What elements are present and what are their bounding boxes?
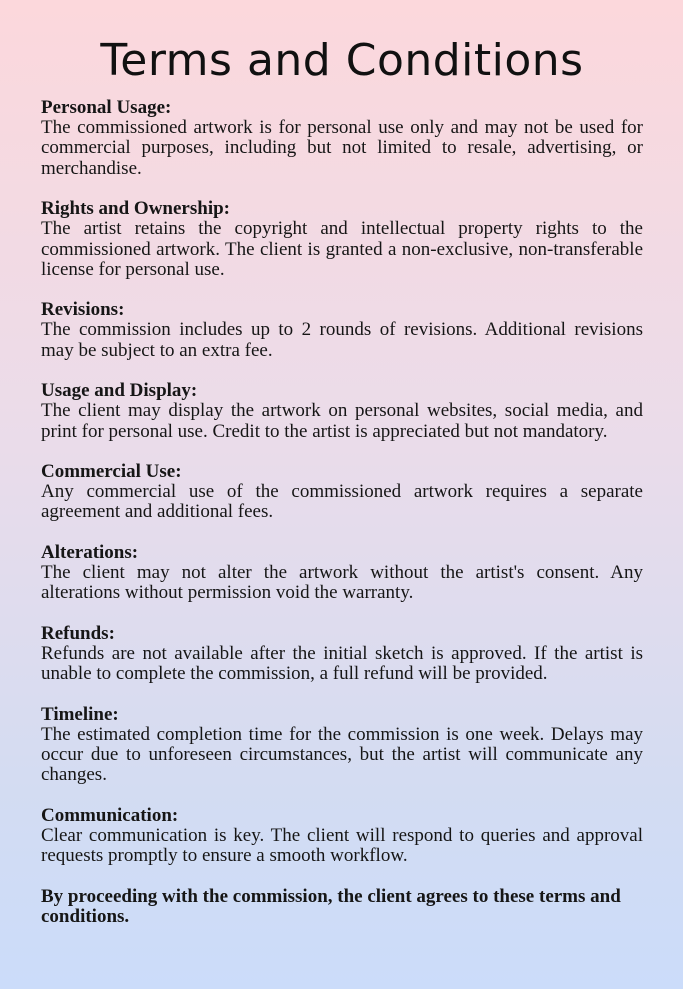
section-usage-and-display [41, 381, 643, 442]
section-heading: Commercial Use: [41, 461, 182, 483]
section-revisions [41, 300, 643, 361]
section-body: Refunds are not available after the initial sketch is approved. If the artist is unable to complete the commission, a full refund will be provided. [41, 642, 643, 685]
section-heading: Communication: [41, 804, 179, 826]
section-personal-usage [41, 98, 643, 179]
section-commercial-use [41, 462, 643, 523]
section-heading: Alterations: [41, 541, 139, 563]
section-body: Any commercial use of the commissioned artwork requires a separate agreement and additional fees. [41, 481, 643, 523]
page-title: Terms and Conditions [100, 35, 584, 86]
closing-statement: By proceeding with the commission, the client agrees to these terms and conditions. [41, 885, 621, 927]
section-alterations [41, 543, 643, 604]
section-rights-and-ownership [41, 199, 643, 280]
section-heading: Timeline: [41, 703, 119, 725]
section-body: The estimated completion time for the commission is one week. Delays may occur due to unforeseen circumstances, but the artist will communicate any changes. [41, 723, 643, 786]
section-heading: Refunds: [41, 622, 115, 644]
section-timeline [41, 705, 643, 786]
section-body: The artist retains the copyright and intellectual property rights to the commissioned artwork. The client is granted a non-exclusive, non-transferable license for personal use. [41, 218, 643, 281]
section-refunds [41, 624, 643, 685]
section-heading: Personal Usage: [41, 97, 172, 118]
section-heading: Usage and Display: [41, 380, 198, 402]
section-body: The client may not alter the artwork without the artist's consent. Any alterations without permission void the warranty. [41, 561, 643, 604]
section-body: The commission includes up to 2 rounds of revisions. Additional revisions may be subject to an extra fee. [41, 319, 643, 361]
section-heading: Revisions: [41, 299, 125, 321]
section-body: Clear communication is key. The client will respond to queries and approval requests promptly to ensure a smooth workflow. [41, 824, 643, 867]
section-heading: Rights and Ownership: [41, 198, 230, 220]
section-body: The commissioned artwork is for personal use only and may not be used for commercial purposes, including but not limited to resale, advertising, or merchandise. [41, 117, 643, 179]
section-body: The client may display the artwork on personal websites, social media, and print for personal use. Credit to the artist is appreciated but not mandatory. [41, 400, 643, 442]
section-communication [41, 806, 643, 867]
